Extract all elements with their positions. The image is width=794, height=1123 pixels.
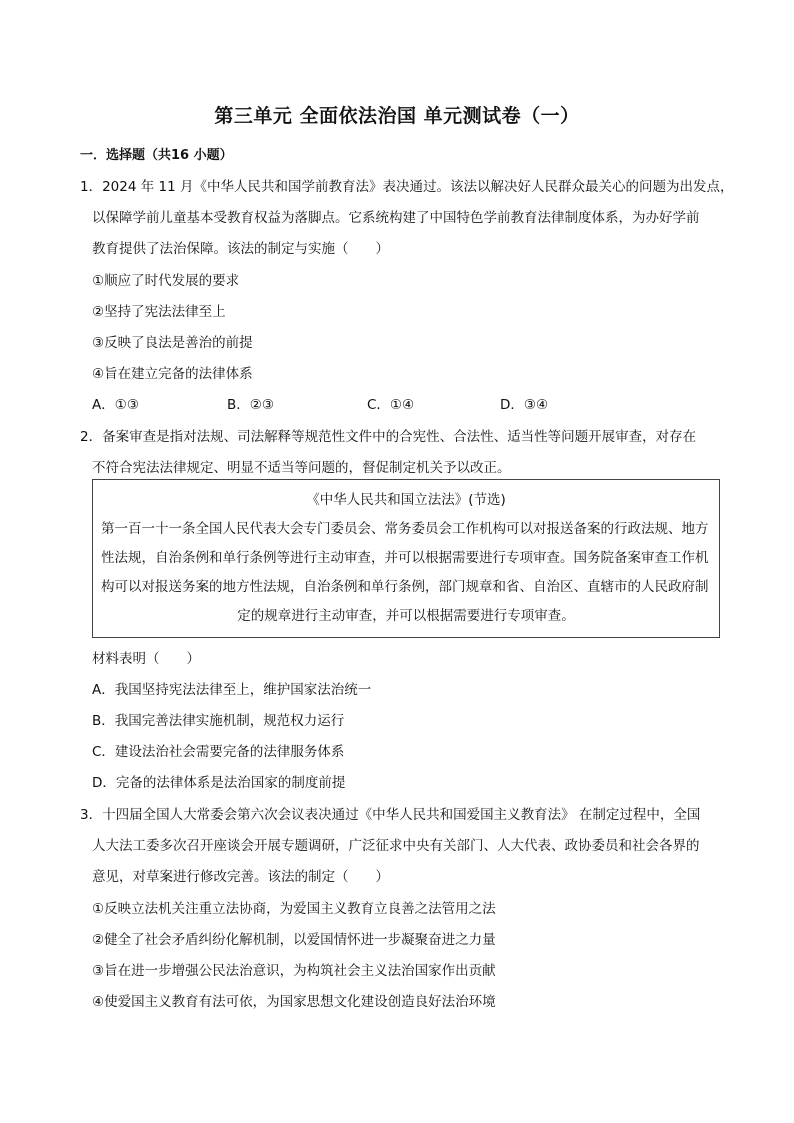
option-c[interactable]: C．建设法治社会需要完备的法律服务体系 (92, 744, 345, 760)
option-b[interactable]: B．我国完善法律实施机制，规范权力运行 (92, 713, 345, 729)
question-3-statement: ④使爱国主义教育有法可依，为国家思想文化建设创造良好法治环境 (92, 994, 496, 1010)
question-3-statement: ②健全了社会矛盾纠纷化解机制，以爱国情怀进一步凝聚奋进之力量 (92, 932, 496, 948)
question-1-statement: ④旨在建立完备的法律体系 (92, 366, 253, 382)
option-d[interactable]: D．完备的法律体系是法治国家的制度前提 (92, 775, 346, 791)
question-3-line: 3．十四届全国人大常委会第六次会议表决通过《中华人民共和国爱国主义教育法》 在制定过程中，全国 (80, 807, 701, 823)
question-1-statement: ③反映了良法是善治的前提 (92, 335, 253, 351)
option-a[interactable]: A．①③ (92, 397, 139, 413)
material-line: 性法规，自治条例和单行条例等进行主动审查，并可以根据需要进行专项审查。国务院备案审查工作机 (101, 550, 709, 566)
question-3-statement: ③旨在进一步增强公民法治意识，为构筑社会主义法治国家作出贡献 (92, 963, 496, 979)
question-1-statement: ②坚持了宪法法律至上 (92, 304, 226, 320)
material-box (92, 479, 720, 638)
question-3-line: 意见，对草案进行修改完善。该法的制定（ ） (92, 869, 389, 885)
question-2-line: 不符合宪法法律规定、明显不适当等问题的，督促制定机关予以改正。 (92, 460, 511, 476)
question-1-line: 教育提供了法治保障。该法的制定与实施（ ） (92, 241, 389, 257)
option-d[interactable]: D．③④ (500, 397, 549, 413)
question-1-line: 以保障学前儿童基本受教育权益为落脚点。它系统构建了中国特色学前教育法律制度体系，为办好学前 (92, 210, 700, 226)
material-line: 构可以对报送务案的地方性法规，自治条例和单行条例，部门规章和省、自治区、直辖市的人民政府制 (101, 579, 709, 595)
option-a[interactable]: A．我国坚持宪法法律至上，维护国家法治统一 (92, 682, 372, 698)
question-2-line: 2．备案审查是指对法规、司法解释等规范性文件中的合宪性、合法性、适当性等问题开展审查，对存在 (80, 429, 697, 445)
option-c[interactable]: C．①④ (367, 397, 415, 413)
option-b[interactable]: B．②③ (227, 397, 274, 413)
question-1-line: 1．2024 年 11 月《中华人民共和国学前教育法》表决通过。该法以解决好人民群众最关心的问题为出发点， (80, 179, 734, 195)
document-title: 第三单元 全面依法治国 单元测试卷（一） (214, 105, 580, 127)
material-line: 定的规章进行主动审查，并可以根据需要进行专项审查。 (237, 608, 575, 624)
question-3-line: 人大法工委多次召开座谈会开展专题调研，广泛征求中央有关部门、人大代表、政协委员和社会各界的 (92, 838, 700, 854)
question-2-prompt: 材料表明（ ） (92, 651, 200, 667)
material-line: 第一百一十一条全国人民代表大会专门委员会、常务委员会工作机构可以对报送备案的行政法规、地方 (101, 521, 709, 537)
question-3-statement: ①反映立法机关注重立法协商，为爱国主义教育立良善之法管用之法 (92, 901, 496, 917)
material-heading: 《中华人民共和国立法法》(节选) (306, 492, 506, 508)
section-heading: 一．选择题（共16 小题） (80, 148, 233, 163)
question-1-statement: ①顺应了时代发展的要求 (92, 273, 240, 289)
